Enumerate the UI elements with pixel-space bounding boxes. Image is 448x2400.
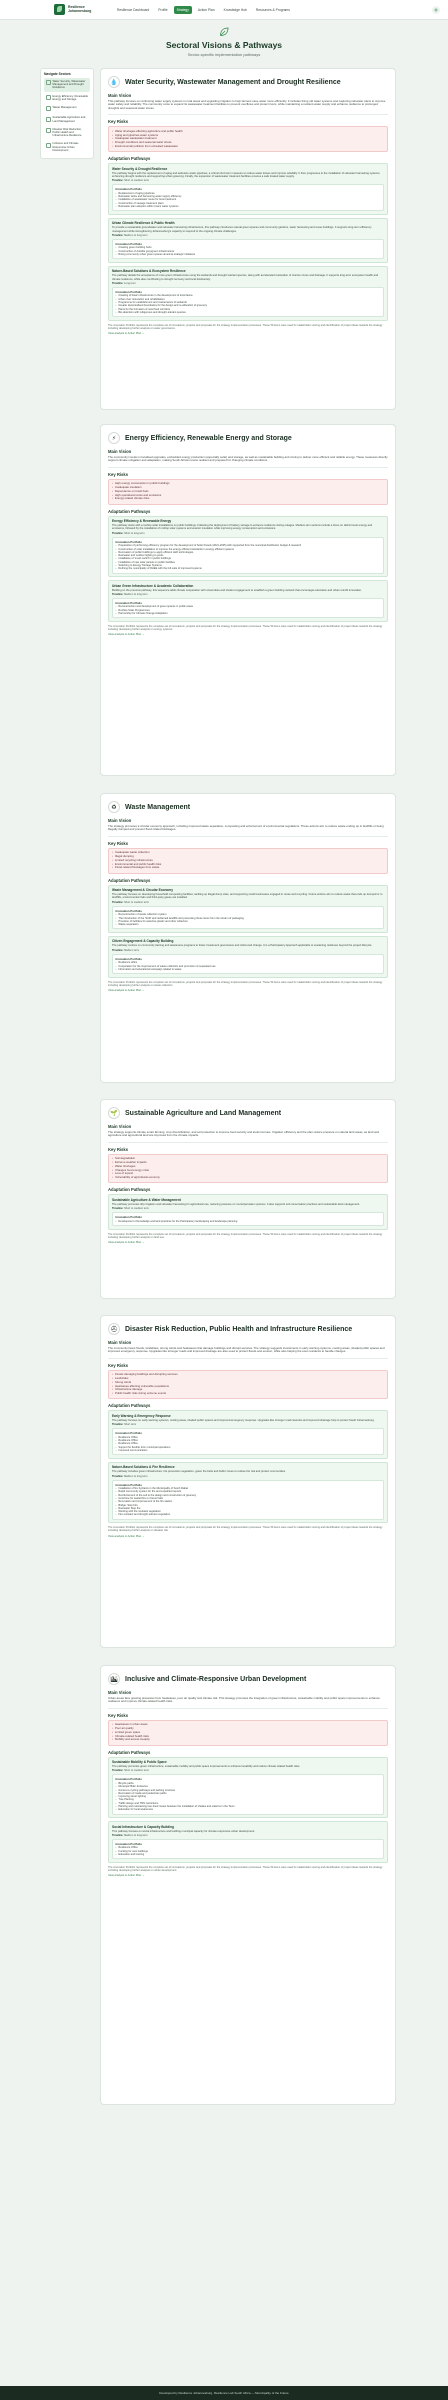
- leaf-icon: [218, 26, 230, 38]
- portfolio-item: › Urban river restoration and rehabilitation: [116, 298, 381, 301]
- sector-section: [100, 1665, 396, 2105]
- pathway-timeline: [112, 282, 384, 285]
- sector-sidebar: [40, 68, 94, 159]
- portfolio-title: Innovation Portfolio: [115, 600, 142, 605]
- pathway-title: Sustainable Agriculture & Water Management: [112, 1197, 181, 1202]
- timeline-value: Long term: [124, 281, 136, 285]
- timeline-value: Medium to long term: [124, 1474, 148, 1478]
- timeline-label: Timeline:: [112, 948, 125, 952]
- portfolio-item: › Reconstruction of waste collection system: [116, 913, 381, 916]
- sidebar-item-label: Water Security, Wastewater Management and Drought Resilience: [52, 80, 86, 90]
- pathway-timeline: [112, 179, 384, 182]
- pathway-timeline: [112, 1769, 384, 1772]
- sector-icon: ⛑: [108, 1323, 120, 1335]
- portfolio-item: › Rainwater and outdoor lighting to pools: [116, 554, 381, 557]
- pathway-title: Urban Green Infrastructure & Academic Collaboration: [112, 583, 194, 588]
- portfolio-item: › Support for flexible form municipal operations: [116, 1446, 381, 1449]
- pathway-card: [108, 580, 388, 622]
- portfolio-item: › Rainwater plan adoption within towns water systems: [116, 205, 381, 208]
- logo-text: Resilience Johannesburg: [68, 4, 92, 13]
- pathway-title: Waste Management & Circular Economy: [112, 888, 173, 893]
- key-risks-heading: Key Risks: [108, 471, 129, 477]
- portfolio-title: Innovation Portfolio: [115, 1215, 142, 1220]
- portfolio-item: › Tree Planting: [116, 1798, 381, 1801]
- pathway-timeline: [112, 593, 384, 596]
- view-action-plan-link[interactable]: View analysis in Action Plan →: [108, 1874, 145, 1878]
- timeline-value: Short to medium term: [124, 1207, 149, 1211]
- innovation-portfolio: [112, 906, 384, 930]
- sidebar-item[interactable]: [44, 104, 90, 113]
- divider: [108, 467, 388, 468]
- portfolio-title: Innovation Portfolio: [115, 1841, 142, 1846]
- key-risks-list: [108, 126, 388, 152]
- pathway-title: Early Warning & Emergency Response: [112, 1413, 171, 1418]
- pathway-title: Water Security & Drought Resilience: [112, 166, 168, 171]
- main-vision-heading: Main Vision: [108, 93, 132, 98]
- key-risks-list: [108, 1370, 388, 1400]
- view-action-plan-link[interactable]: View analysis in Action Plan →: [108, 332, 145, 336]
- portfolio-item: › Construction of sewage treatment plant: [116, 202, 381, 205]
- innovation-portfolio: [112, 184, 384, 211]
- footer: [0, 2386, 448, 2400]
- portfolio-title: Innovation Portfolio: [115, 1777, 142, 1782]
- timeline-label: Timeline:: [112, 233, 125, 237]
- timeline-label: Timeline:: [112, 1833, 125, 1837]
- portfolio-title: Innovation Portfolio: [115, 908, 142, 913]
- pathway-timeline: [112, 1475, 384, 1478]
- risk-item: • Inadequate wastewater treatment: [112, 137, 384, 141]
- portfolio-item: › Replacement of aging pipelines: [116, 192, 381, 195]
- pathway-title: Urban Climate Resilience & Public Health: [112, 221, 175, 226]
- risk-item: • Infrastructure damage: [112, 1388, 384, 1392]
- pathway-timeline: [112, 901, 384, 904]
- portfolio-item: › Working with the resistant vegetation: [116, 1510, 381, 1513]
- globe-icon[interactable]: ◍: [432, 6, 440, 14]
- portfolio-item: › Plans for the formation of new flood corridors: [116, 308, 381, 311]
- view-action-plan-link[interactable]: View analysis in Action Plan →: [108, 1240, 145, 1244]
- pathway-description: The pathway focuses on early warning systems, cooling areas, shaded public spaces and improved emergency response. Upgrades like stronger road networks and improved drainage help to protect South Johannesburg.: [112, 1418, 375, 1422]
- logo[interactable]: [54, 4, 94, 15]
- top-navigation-bar: [0, 0, 448, 20]
- footer-text: Developed by Resilience Johannesburg. Resilience Lab South Africa — Municipality of the Future: [159, 2391, 289, 2395]
- key-risks-list: [108, 1154, 388, 1184]
- nav-item[interactable]: Resilience Dashboard: [117, 7, 150, 12]
- adaptation-pathways-heading: Adaptation Pathways: [108, 1403, 151, 1409]
- pathway-description: The pathway begins with the replacement of aging and asbestos water pipelines, a critical short-term measure to reduce water losses and improve reliability. It then progresses to the installation of rainwater harvesting systems, enhancing drought resilience and supporting urban greening. Finally, the expansion of wastewater treatment facilities ensures a safe treated water supply.: [112, 171, 381, 179]
- innovation-portfolio: [112, 1774, 384, 1814]
- portfolio-item: › Creating green building hubs: [116, 246, 381, 249]
- innovation-portfolio: [112, 1212, 384, 1226]
- risk-item: • Water shortages: [112, 1165, 384, 1169]
- pathway-description: This pathway focuses on social infrastructure and building municipal capacity for climate responsive urban development.: [112, 1829, 255, 1833]
- sidebar-item-label: Waste Management: [52, 106, 77, 110]
- divider: [108, 1142, 388, 1143]
- portfolio-item: › Creating of basic infrastructure in the development of local fauna: [116, 294, 381, 297]
- portfolio-item: › Provision of facilities for selective plastic and other collection: [116, 920, 381, 923]
- portfolio-item: › Improved communication: [116, 1449, 381, 1452]
- sidebar-item-label: Energy Efficiency, Renewable Energy and Storage: [52, 94, 88, 101]
- timeline-value: Medium to long term: [124, 1833, 148, 1837]
- pathway-description: To provide a sustainable groundwater and rainwater harvesting infrastructure, this pathway introduces natural green spaces and community gardens, water harvesting and reuse buildings. It supports long-term efficiency management while strengthening Johannesburg's capacity to respond to the ongoing climate challenges.: [112, 226, 372, 233]
- portfolio-item: › Resilience Office: [116, 1442, 381, 1445]
- portfolio-item: › Reconstruction and development of green spaces in public areas: [116, 605, 381, 608]
- section-title: Disaster Risk Reduction, Public Health and Infrastructure Resilience: [125, 1325, 353, 1333]
- risk-item: • Environmental and public health risks: [112, 863, 384, 867]
- risk-item: • Aging and pipelines water systems: [112, 134, 384, 138]
- portfolio-title: Innovation Portfolio: [115, 187, 142, 192]
- pathway-description: The pathway promotes green infrastructure, sustainable mobility and public space improvements to enhance liveability and reduce climate related health risks.: [112, 1765, 301, 1769]
- portfolio-item: › Partnership for Climate Change Adaptation: [116, 612, 381, 615]
- pathway-card: [108, 885, 388, 933]
- portfolio-item: › Switching to Energy Storage Systems: [116, 564, 381, 567]
- portfolio-note: The innovation Portfolio represents the complete set of innovations, projects and proposals for the strategy implementation processes. These 50 items were used for stakeholder scoring and identification of project ideas towards the strategy including developing further analysis on waste collection.: [108, 980, 383, 987]
- innovation-portfolio: [112, 598, 384, 618]
- risk-item: • Climate-related health risks: [112, 1735, 384, 1739]
- nav-item[interactable]: Knowledge Hub: [223, 7, 247, 12]
- sector-icon: ⚡: [108, 432, 120, 444]
- timeline-value: Medium to long term: [124, 592, 148, 596]
- key-risks-list: [108, 479, 388, 505]
- risk-item: • Public health risks during extreme events: [112, 1392, 384, 1396]
- main-vision-heading: Main Vision: [108, 1124, 132, 1129]
- timeline-value: Short to long term: [124, 531, 145, 535]
- portfolio-note: The innovation Portfolio represents the complete set of innovations, projects and proposals for the strategy implementation processes. These 50 items were used for stakeholder scoring and identification of project ideas towards the strategy including developing further analysis on disaster risk.: [108, 1526, 383, 1533]
- risk-item: • Landslides: [112, 1377, 384, 1381]
- risk-item: • Extreme weather impacts: [112, 1161, 384, 1165]
- sector-section: [100, 1099, 396, 1299]
- risk-item: • Soil degradation: [112, 1157, 384, 1161]
- nav-item[interactable]: Profile: [158, 7, 168, 12]
- view-action-plan-link[interactable]: View analysis in Action Plan →: [108, 989, 145, 993]
- sidebar-item-label: Inclusive and Climate-Responsive Urban Development: [52, 142, 79, 152]
- view-action-plan-link[interactable]: View analysis in Action Plan →: [108, 633, 145, 637]
- key-risks-heading: Key Risks: [108, 1712, 129, 1718]
- portfolio-item: › Waste separation: [116, 923, 381, 926]
- timeline-label: Timeline:: [112, 900, 125, 904]
- sidebar-item[interactable]: [44, 140, 90, 154]
- timeline-label: Timeline:: [112, 592, 125, 596]
- risk-item: • Inadequate waste collection: [112, 851, 384, 855]
- timeline-value: Short to medium term: [124, 900, 149, 904]
- section-header: [108, 801, 388, 815]
- adaptation-pathways-heading: Adaptation Pathways: [108, 1749, 151, 1755]
- portfolio-item: › Greater decentralised boundaries for the design and re-allocation of greenery: [116, 304, 381, 307]
- pathway-card: [108, 218, 388, 263]
- innovation-portfolio: [112, 954, 384, 974]
- risk-item: • Drought conditions and seasonal water stress: [112, 141, 384, 145]
- portfolio-item: › Municipal 'Bike' deliveries: [116, 1785, 381, 1788]
- pathway-timeline: [112, 949, 384, 952]
- logo-leaf-icon: [54, 4, 65, 15]
- portfolio-item: › Traffic design and TMS restrictions: [116, 1802, 381, 1805]
- portfolio-item: › Bridge: Stop Fire: [116, 1504, 381, 1507]
- portfolio-item: › Access to cycling pathways and parking structure: [116, 1789, 381, 1792]
- pathway-timeline: [112, 1423, 384, 1426]
- main-vision-heading: Main Vision: [108, 818, 132, 823]
- portfolio-note: The innovation Portfolio represents the complete set of innovations, projects and proposals for the strategy implementation processes. These 50 items were used for stakeholder scoring and identification of project ideas towards the strategy including developing further analysis on urban development.: [108, 1865, 383, 1873]
- timeline-value: Short to medium term: [124, 179, 149, 183]
- pathway-card: [108, 1410, 388, 1458]
- sidebar-item[interactable]: [44, 78, 90, 92]
- portfolio-item: › Resilience office: [116, 961, 381, 964]
- sector-section: [100, 1315, 396, 1648]
- timeline-label: Timeline:: [112, 1207, 125, 1211]
- pathway-description: The pathway includes green infrastructure, fire prevention vegetation, green fire belts and buffer zones to reduce fire risk and protect communities.: [112, 1470, 286, 1474]
- portfolio-item: › Programme for establishment and maintenance of wetlands: [116, 301, 381, 304]
- key-risks-heading: Key Risks: [108, 119, 129, 125]
- sector-icon: [46, 106, 51, 111]
- sidebar-item[interactable]: [44, 126, 90, 140]
- portfolio-item: › Defining the municipality of RHEE with the full suite of improved systems: [116, 567, 381, 570]
- pathway-description: Building on the previous pathway, this sequence adds climate cooperation with universities and student engagement to establish a green building network that encourages education and urban retrofit innovation.: [112, 588, 362, 592]
- timeline-value: Short to medium term: [124, 1769, 149, 1773]
- portfolio-item: › Renovation of roads and pedestrian paths: [116, 1792, 381, 1795]
- pathway-description: The pathway details the acceptance of more green infrastructure using the wetlands and drought tolerant species, along with accelerated restoration of riverine zones and drainage. It supports long-term ecosystem health and climate resilience, while also contributing to drought recovery and local biodiversity.: [112, 274, 379, 281]
- page-title: Sectoral Visions & Pathways: [165, 40, 283, 50]
- risk-item: • Illegal dumping: [112, 855, 384, 859]
- innovation-portfolio: [112, 239, 384, 259]
- pathway-card: [108, 266, 388, 321]
- sidebar-title: Navigate Sectors: [44, 72, 71, 76]
- risk-item: • Heatwaves affecting vulnerable populations: [112, 1385, 384, 1389]
- main-vision-text: The community faces floods, landslides, strong winds and heatwaves that damage buildings and disrupt services. The strategy suggests investments in early warning systems, cooling areas, shaded public spaces and improved emergency response. Upgrades like stronger roads and improved drainage are also used to protect floods and erosion, while also helping the town residents to handle changes.: [108, 1345, 385, 1354]
- pathway-timeline: [112, 1207, 384, 1210]
- main-vision-heading: Main Vision: [108, 1690, 132, 1695]
- key-risks-list: [108, 848, 388, 874]
- risk-item: • Vulnerability of agricultural economy: [112, 1176, 384, 1180]
- risk-item: • High energy consumption in public buildings: [112, 482, 384, 486]
- pathway-description: The pathway promotes drip irrigation and rainwater harvesting for agricultural use, reducing pressure on municipal water systems. It also supports soil conservation practices and sustainable land management.: [112, 1202, 360, 1206]
- innovation-portfolio: [112, 537, 384, 574]
- portfolio-item: › Improving street lighting: [116, 1795, 381, 1798]
- adaptation-pathways-heading: Adaptation Pathways: [108, 508, 151, 514]
- section-title: Sustainable Agriculture and Land Management: [125, 1109, 282, 1117]
- portfolio-item: › Renovation of public buildings to apply efficient LED technologies: [116, 551, 381, 554]
- divider: [108, 836, 388, 837]
- timeline-value: Medium term: [124, 948, 140, 952]
- timeline-label: Timeline:: [112, 531, 125, 535]
- pathway-card: [108, 1194, 388, 1229]
- portfolio-title: Innovation Portfolio: [115, 956, 142, 961]
- pathway-description: The pathway starts with a rooftop solar installations on public buildings. Following the deployment of battery storage to enhance resilience during outages. Medium-term actions include a focus on district level energy and emissions, followed by the installation of rooftop solar systems and exterior insulation while improving energy consumption and emissions.: [112, 524, 373, 531]
- main-vision-text: Urban areas face growing pressures from heatwaves, poor air quality and climate risk. This strategy promotes the integration of green infrastructure, sustainable mobility and public space improvements to enhance resilience and improve climate-related health risks.: [108, 1695, 380, 1704]
- portfolio-item: › The introduction of the 'SAR' and reclaimed landfills and preventing those items from the stream of packaging: [116, 917, 381, 920]
- risk-item: • Flood-related blockages from waste: [112, 866, 384, 870]
- portfolio-item: › Installation of new solar panels on public facilities: [116, 561, 381, 564]
- portfolio-item: › Resilience Office: [116, 1439, 381, 1442]
- sector-icon: [46, 117, 51, 122]
- risk-item: • Floods damaging buildings and disrupting services: [112, 1373, 384, 1377]
- page-header: [0, 26, 448, 57]
- portfolio-item: › Resilience Office: [116, 1436, 381, 1439]
- page-subtitle: Sector-specific implementation pathways: [187, 51, 261, 57]
- portfolio-item: › Bio-detention with indigenous and drought-tolerant species: [116, 311, 381, 314]
- portfolio-item: › Cooperation for the improvement of waste collection and promotion of separated use: [116, 965, 381, 968]
- pathway-title: Citizen Engagement & Capacity Building: [112, 939, 174, 944]
- adaptation-pathways-heading: Adaptation Pathways: [108, 156, 151, 162]
- risk-item: • Environmental pollution from untreated wastewater: [112, 145, 384, 149]
- innovation-portfolio: [112, 1839, 384, 1859]
- portfolio-item: › Good line for sealed fire on forest trails: [116, 1497, 381, 1500]
- pathway-title: Sustainable Mobility & Public Space: [112, 1760, 167, 1765]
- portfolio-item: › Development of knowledge and land practices for the Participatory landscaping and landscape planning: [116, 1220, 381, 1223]
- portfolio-item: › Rainwater Stop fire: [116, 1507, 381, 1510]
- timeline-label: Timeline:: [112, 1769, 125, 1773]
- portfolio-item: › Bicycle paths: [116, 1782, 381, 1785]
- sector-icon: [46, 143, 51, 148]
- timeline-label: Timeline:: [112, 1423, 125, 1427]
- innovation-portfolio: [112, 1480, 384, 1520]
- portfolio-item: › Information and educational campaign related to waste: [116, 968, 381, 971]
- adaptation-pathways-heading: Adaptation Pathways: [108, 1187, 151, 1193]
- adaptation-pathways-heading: Adaptation Pathways: [108, 877, 151, 883]
- portfolio-item: › Installation of wastewater reuse for local treatment: [116, 198, 381, 201]
- pathway-title: Social Infrastructure & Capacity Building: [112, 1824, 174, 1829]
- main-vision-text: The community invests in localised upgrades, embedded energy production (especially solar) and storage, as well as sustainable building and zoning to deliver more efficient and reliable energy. These measures directly support climate mitigation and adaptation, making South African towns resilient and prepared for changing climate conditions.: [108, 454, 388, 463]
- sector-icon: [46, 80, 51, 85]
- sector-section: [100, 424, 396, 776]
- risk-item: • Limited recycling infrastructure: [112, 859, 384, 863]
- section-header: [108, 76, 388, 90]
- risk-item: • Mobility and access inequity: [112, 1738, 384, 1742]
- risk-item: • High operational costs and emissions: [112, 494, 384, 498]
- risk-item: • Water shortages affecting agriculture and public health: [112, 130, 384, 134]
- portfolio-title: Innovation Portfolio: [115, 241, 142, 246]
- innovation-portfolio: [112, 287, 384, 317]
- section-title: Waste Management: [125, 803, 191, 811]
- innovation-portfolio: [112, 1428, 384, 1455]
- divider: [108, 1708, 388, 1709]
- pathway-title: Nature-Based Solutions & Ecosystem Resilience: [112, 269, 186, 274]
- portfolio-item: › Installation of fire hydrants in the Municipality of South Rabat: [116, 1487, 381, 1490]
- sidebar-item[interactable]: [44, 93, 90, 103]
- portfolio-item: › Rapid community system for fire and expedited reports: [116, 1490, 381, 1493]
- portfolio-title: Innovation Portfolio: [115, 1431, 142, 1436]
- portfolio-item: › Renovation and improvement of the fire station: [116, 1500, 381, 1503]
- portfolio-note: The innovation Portfolio represents the complete set of innovations, projects and proposals for the strategy implementation processes. These 50 items were used for stakeholder scoring and identification of project ideas towards the strategy including developing further analysis on energy systems.: [108, 624, 383, 632]
- section-header: [108, 1673, 388, 1687]
- section-title: Inclusive and Climate-Responsive Urban Development: [125, 1675, 307, 1683]
- section-header: [108, 432, 388, 446]
- main-vision-text: The strategy supports climate smart farming, crop diversification, and soil protection to improve food security and local incomes. Irrigation efficiency and the plan reduce pressure on natural land areas, as land and agriculture and agricultural land are improved from the climate impacts.: [108, 1129, 380, 1138]
- sector-icon: [46, 128, 51, 133]
- sector-section: [100, 793, 396, 1083]
- section-header: [108, 1323, 388, 1337]
- sidebar-item[interactable]: [44, 114, 90, 124]
- portfolio-item: › Planting and maintaining tree-lined routes between the installation of shades and stations in the Town: [116, 1805, 381, 1808]
- portfolio-item: › Education for local awareness: [116, 1808, 381, 1811]
- pathway-description: The pathway focuses on developing household composting facilities, tackling up illegal dump sites, and supporting small businesses engaged in reuse and recycling. Future actions aim to reduce waste that ends up dumped or in landfills, environmental risks and third-party gases are installed.: [112, 893, 383, 900]
- sector-icon: 🏙: [108, 1673, 120, 1685]
- risk-item: • Changes food energy crisis: [112, 1169, 384, 1173]
- risk-item: • Limited green space: [112, 1731, 384, 1735]
- pathway-title: Energy Efficiency & Renewable Energy: [112, 519, 172, 524]
- timeline-value: Short term: [124, 1423, 137, 1427]
- key-risks-heading: Key Risks: [108, 1146, 129, 1152]
- portfolio-item: › Reinforcement of the soil to the design and construction of greenery: [116, 1494, 381, 1497]
- nav-item[interactable]: Action Plan: [197, 7, 215, 12]
- sector-icon: 💧: [108, 76, 120, 88]
- divider: [108, 114, 388, 115]
- pathway-card: [108, 163, 388, 215]
- key-risks-heading: Key Risks: [108, 1362, 129, 1368]
- main-vision-heading: Main Vision: [108, 1340, 132, 1345]
- pathway-description: The pathway centres on community training and awareness programs to foster investment governance and citizen-led change. It is a Participatory Approach applicable to sustaining resilience beyond the project lifecycle.: [112, 944, 373, 948]
- portfolio-item: › Resilience Office: [116, 1846, 381, 1849]
- nav-item[interactable]: Strategy: [174, 6, 192, 14]
- pathway-card: [108, 1462, 388, 1523]
- sector-icon: ♻: [108, 801, 120, 813]
- timeline-label: Timeline:: [112, 281, 125, 285]
- section-title: Water Security, Wastewater Management and Drought Resilience: [125, 78, 341, 86]
- timeline-label: Timeline:: [112, 179, 125, 183]
- pathway-timeline: [112, 532, 384, 535]
- risk-item: • Strong winds: [112, 1381, 384, 1385]
- risk-item: • Inadequate insulation: [112, 486, 384, 490]
- portfolio-item: › Rainwater tanks and harvesting water supply efficiency: [116, 195, 381, 198]
- portfolio-item: › Construction of durable grey/green infrastructure: [116, 250, 381, 253]
- pathway-card: [108, 516, 388, 577]
- pathway-timeline: [112, 1834, 384, 1837]
- main-vision-text: This pathway focuses on reinforcing water supply systems in rural areas and upgrading irrigation to help farmers save water more efficiently. It includes fixing old water systems and capturing rainwater plans to improve water safety and reliability. The community voice to expand its wastewater treatment facilities to prevent overflows and protect rivers, while maintaining a resilient water supply and enhance resilience to prolonged droughts and seasonal water stress.: [108, 98, 386, 110]
- section-title: Energy Efficiency, Renewable Energy and Storage: [125, 434, 292, 442]
- risk-item: • Energy related climate risks: [112, 497, 384, 501]
- pathway-title: Nature-Based Solutions & Fire Resilience: [112, 1465, 175, 1470]
- pathway-card: [108, 936, 388, 978]
- sector-section: [100, 68, 396, 410]
- portfolio-item: › Construction of solar installation to improve the energy efficient standards in energy efficient systems: [116, 548, 381, 551]
- portfolio-note: The innovation Portfolio represents the complete set of innovations, projects and proposals for the strategy implementation processes. These 50 items were used for stakeholder scoring and identification of project ideas towards the strategy including developing further analysis on water governance.: [108, 323, 383, 330]
- main-vision-text: The strategy promotes a circular economy approach, including improved waste separation, composting and enforcement of environmental regulations. These actions aim to reduce waste ending up in landfills or being illegally dumped and prevent flood related blockages.: [108, 823, 384, 832]
- key-risks-list: [108, 1720, 388, 1746]
- portfolio-item: › Rooftop Solar Programmes: [116, 609, 381, 612]
- portfolio-item: › Fire resistant and drought-tolerant vegetation: [116, 1513, 381, 1516]
- portfolio-item: › Rising community urban green spaces aimed at strategic initiatives: [116, 253, 381, 256]
- pathway-card: [108, 1757, 388, 1818]
- main-vision-heading: Main Vision: [108, 449, 132, 454]
- portfolio-title: Innovation Portfolio: [115, 1482, 142, 1487]
- sector-icon: 🌱: [108, 1107, 120, 1119]
- divider: [108, 1358, 388, 1359]
- portfolio-title: Innovation Portfolio: [115, 289, 142, 294]
- view-action-plan-link[interactable]: View analysis in Action Plan →: [108, 1534, 145, 1538]
- risk-item: • Heatwaves in urban areas: [112, 1723, 384, 1727]
- timeline-value: Medium to long term: [124, 233, 148, 237]
- sidebar-item-label: Sustainable Agriculture and Land Management: [52, 116, 86, 123]
- portfolio-note: The innovation Portfolio represents the complete set of innovations, projects and proposals for the strategy implementation processes. These 50 items were used for stakeholder scoring and identification of project ideas towards the strategy including developing further analysis on land use.: [108, 1232, 383, 1239]
- portfolio-item: › Education and training: [116, 1853, 381, 1856]
- risk-item: • Dependence on fossil fuels: [112, 490, 384, 494]
- sector-icon: [46, 95, 51, 100]
- sidebar-item-label: Disaster Risk Reduction, Public Health and Infrastructure Resilience: [52, 127, 82, 138]
- risk-item: • Loss of topsoil: [112, 1172, 384, 1176]
- portfolio-item: › Preparation of performing efficiency program for the development of Solar Panels (2021-2025) with supported from the municipal distribution budget & research: [116, 544, 381, 547]
- key-risks-heading: Key Risks: [108, 840, 129, 846]
- portfolio-title: Innovation Portfolio: [115, 539, 142, 544]
- risk-item: • Poor air quality: [112, 1727, 384, 1731]
- main-nav: [114, 6, 293, 14]
- section-header: [108, 1107, 388, 1121]
- pathway-card: [108, 1821, 388, 1863]
- portfolio-item: › Funding for new buildings: [116, 1850, 381, 1853]
- pathway-timeline: [112, 234, 384, 237]
- portfolio-item: › Installation of 'smart switch' in public buildings: [116, 557, 381, 560]
- nav-item[interactable]: Resources & Programs: [255, 7, 290, 12]
- timeline-label: Timeline:: [112, 1474, 125, 1478]
